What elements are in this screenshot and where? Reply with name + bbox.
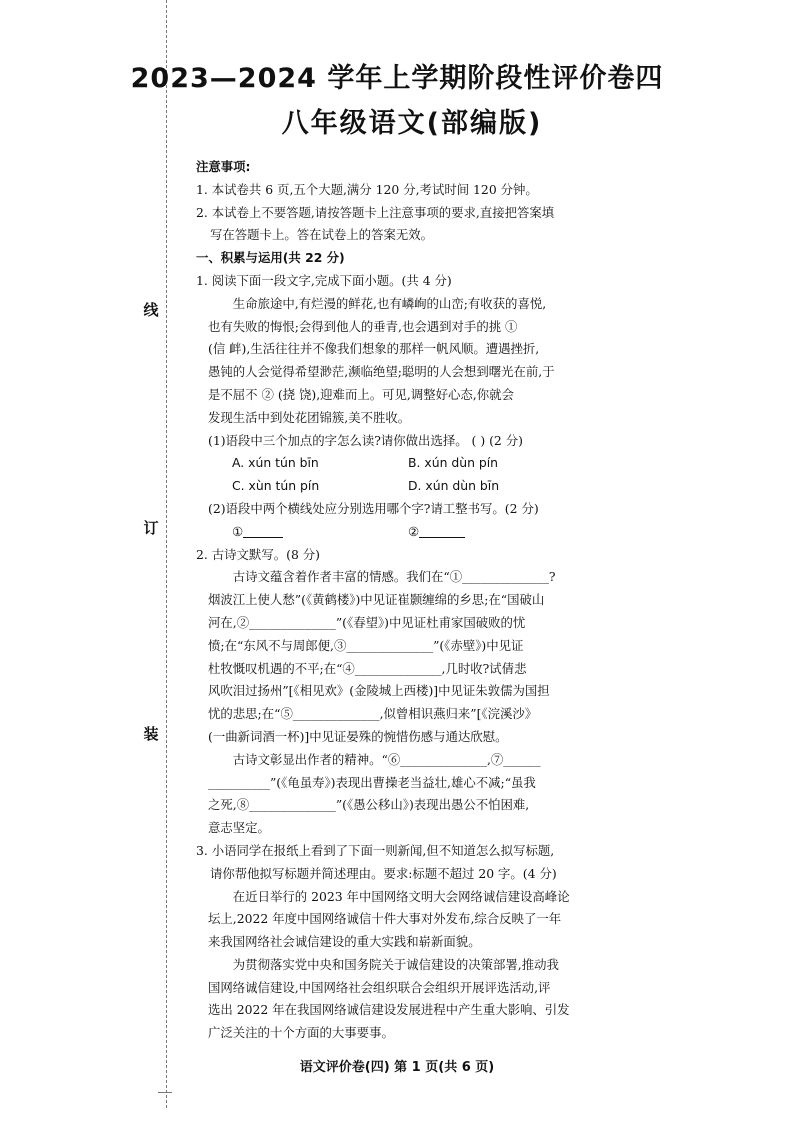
q3-news-line: 广泛关注的十个方面的大事要事。 xyxy=(208,1025,394,1041)
binding-label-zhuang: 装 xyxy=(143,725,159,743)
notes-item-2-line-1: 2. 本试卷上不要答题,请按答题卡上注意事项的要求,直接把答案填 xyxy=(196,204,555,220)
binding-label-xian: 线 xyxy=(143,301,159,319)
q2-line: 愤;在“东风不与周郎便,③______________”(《赤壁》)中见证 xyxy=(208,637,524,653)
blank-1-number: ① xyxy=(232,523,244,539)
option-a: A. xún tún bīn xyxy=(232,455,319,471)
notes-item-2-line-2: 写在答题卡上。答在试卷上的答案无效。 xyxy=(210,227,434,243)
q2-stem: 2. 古诗文默写。(8 分) xyxy=(196,546,320,562)
q2-line: 古诗文蕴含着作者丰富的情感。我们在“①______________? xyxy=(232,569,556,585)
binding-label-ding: 订 xyxy=(143,519,159,537)
option-c: C. xùn tún pín xyxy=(232,478,320,494)
q1-passage-line: 生命旅途中,有烂漫的鲜花,也有嶙峋的山峦;有收获的喜悦, xyxy=(232,295,547,311)
blank-1-line xyxy=(243,523,283,538)
blank-2-number: ② xyxy=(408,523,420,539)
section-1-heading: 一、积累与运用(共 22 分) xyxy=(196,250,345,266)
q3-news-line: 为贯彻落实党中央和国务院关于诚信建设的决策部署,推动我 xyxy=(232,956,559,972)
answer-blank-1 xyxy=(232,521,408,544)
exam-body xyxy=(196,156,616,1045)
q1-stem: 1. 阅读下面一段文字,完成下面小题。(共 4 分) xyxy=(196,272,452,288)
q2-line: 古诗文彰显出作者的精神。“⑥______________,⑦______ xyxy=(232,751,541,767)
q1-passage-line: 愚钝的人会觉得希望渺茫,濒临绝望;聪明的人会想到曙光在前,于 xyxy=(208,364,555,380)
blank-2-line xyxy=(419,523,465,538)
q1-options-row-2 xyxy=(196,475,616,498)
q1-passage xyxy=(196,293,616,430)
notes-heading: 注意事项: xyxy=(196,159,251,174)
q3-news-line: 坛上,2022 年度中国网络诚信十件大事对外发布,综合反映了一年 xyxy=(208,911,562,927)
q1-passage-line: 也有失败的悔恨;会得到他人的垂青,也会遇到对手的挑 ① xyxy=(208,318,518,334)
q2-line: 忧的悲思;在“⑤______________,似曾相识燕归来”[《浣溪沙》 xyxy=(208,706,538,722)
q1-answer-blanks xyxy=(196,521,616,544)
exam-subtitle: 八年级语文(部编版) xyxy=(281,108,543,139)
binding-line-end-mark xyxy=(158,1092,172,1093)
q3-stem-line-2: 请你帮他拟写标题并简述理由。要求:标题不超过 20 字。(4 分) xyxy=(210,865,557,881)
q2-line: 河在,②______________”(《春望》)中见证杜甫家国破败的忧 xyxy=(208,614,526,630)
q1-passage-line: (信 衅),生活往往并不像我们想象的那样一帆风顺。遭遇挫折, xyxy=(208,341,540,357)
option-d: D. xún dùn bīn xyxy=(408,478,500,494)
q2-line: __________”(《龟虽寿》)表现出曹操老当益壮,雄心不减;“虽我 xyxy=(208,774,536,790)
q3-stem-line-1: 3. 小语同学在报纸上看到了下面一则新闻,但不知道怎么拟写标题, xyxy=(196,842,555,858)
q1-passage-line: 发现生活中到处花团锦簇,美不胜收。 xyxy=(208,409,411,425)
q1-options-row-1 xyxy=(196,452,616,475)
q3-news-line: 国网络诚信建设,中国网络社会组织联合会组织开展评选活动,评 xyxy=(208,979,551,995)
binding-dashed-line xyxy=(166,0,167,1108)
q1-sub-question-1: (1)语段中三个加点的字怎么读?请你做出选择。 ( ) (2 分) xyxy=(208,432,523,448)
page-footer: 语文评价卷(四) 第 1 页(共 6 页) xyxy=(299,1060,495,1075)
q2-body xyxy=(196,566,616,840)
exam-title: 2023—2024 学年上学期阶段性评价卷四 xyxy=(130,63,664,94)
q2-line: 意志坚定。 xyxy=(208,820,270,836)
answer-blank-2 xyxy=(408,521,584,544)
q2-line: 之死,⑧______________”(《愚公移山》)表现出愚公不怕困难, xyxy=(208,797,530,813)
q3-news-line: 在近日举行的 2023 年中国网络文明大会网络诚信建设高峰论 xyxy=(232,888,570,904)
q1-passage-line: 是不屈不 ② (挠 饶),迎难而上。可见,调整好心态,你就会 xyxy=(208,386,514,402)
q2-line: 杜牧慨叹机遇的不平;在“④______________,几时收?试倩悲 xyxy=(208,660,527,676)
option-b: B. xún dùn pín xyxy=(408,455,499,471)
q2-line: 烟波江上使人愁”(《黄鹤楼》)中见证崔颢缠绵的乡思;在“国破山 xyxy=(208,592,545,608)
q3-news-line: 选出 2022 年在我国网络诚信建设发展进程中产生重大影响、引发 xyxy=(208,1002,570,1018)
q1-sub-question-2: (2)语段中两个横线处应分别选用哪个字?请工整书写。(2 分) xyxy=(208,500,539,516)
q2-line: 风吹泪过扬州”[《相见欢》(金陵城上西楼)]中见证朱敦儒为国担 xyxy=(208,683,550,699)
q3-news xyxy=(196,886,616,1046)
q3-news-line: 来我国网络社会诚信建设的重大实践和崭新面貌。 xyxy=(208,934,481,950)
q2-line: (一曲新词酒一杯)]中见证晏殊的惋惜伤感与通达欣慰。 xyxy=(208,728,508,744)
notes-item-1: 1. 本试卷共 6 页,五个大题,满分 120 分,考试时间 120 分钟。 xyxy=(196,181,538,197)
